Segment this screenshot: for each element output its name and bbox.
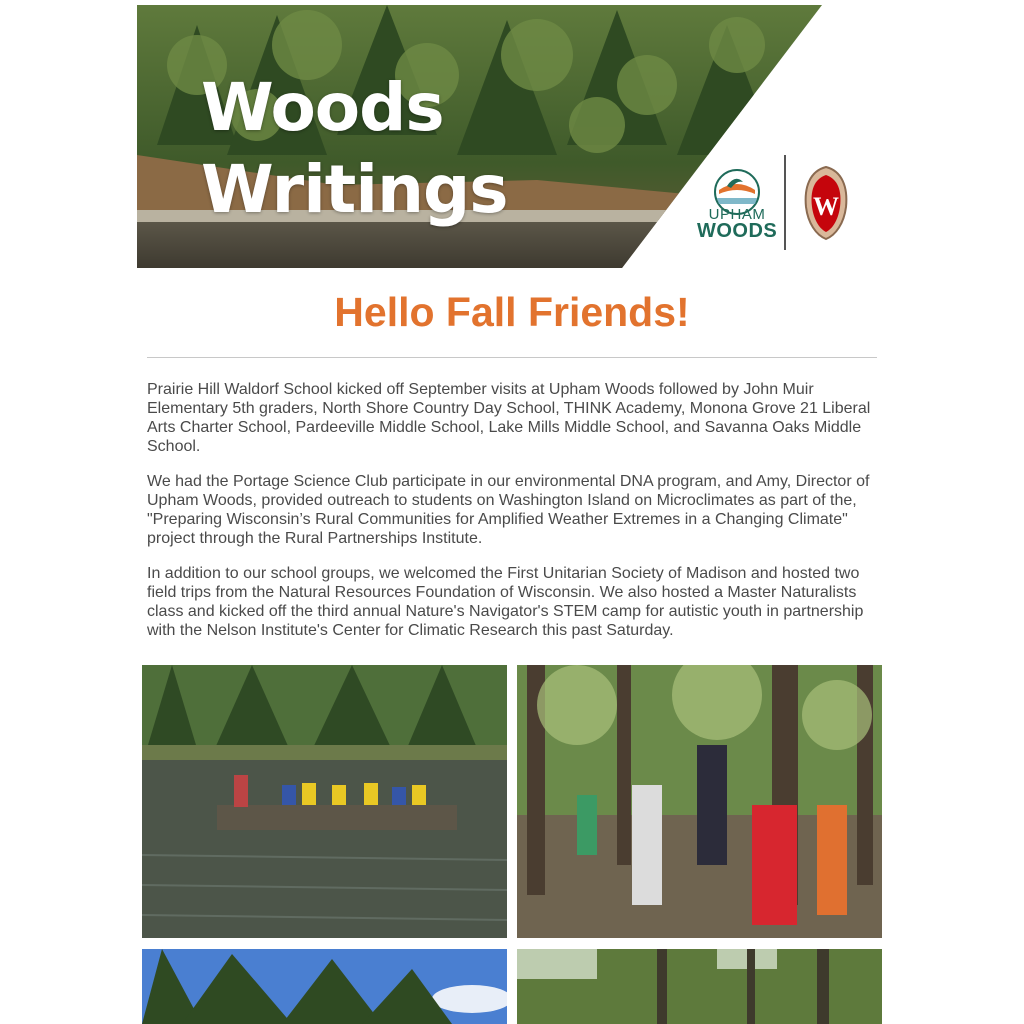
upham-woods-logo-text [697, 206, 777, 240]
logo-text-upham: UPHAM [708, 206, 766, 223]
uw-crest-icon [802, 165, 850, 241]
divider-line [147, 357, 877, 358]
newsletter-title [201, 67, 508, 231]
crest-letter: W [813, 192, 839, 221]
raft-photo-image [142, 665, 507, 938]
photo-raft-on-lake [142, 665, 507, 938]
photo-sky-trees [142, 949, 507, 1024]
sky-trees-photo-image [142, 949, 507, 1024]
paragraph-1: Prairie Hill Waldorf School kicked off September visits at Upham Woods followed by John Muir Elementary 5th graders, North Shore Country Day School, THINK Academy, Monona Grove 21 Liberal Arts Charter School, Pardeeville Middle School, Lake Mills Middle School, and Savanna Oaks Middle School. [147, 381, 871, 455]
article-body [147, 380, 877, 656]
paragraph-3: In addition to our school groups, we welcomed the First Unitarian Society of Madison and hosted two field trips from the Natural Resources Foundation of Wisconsin. We also hosted a Master Naturalists class and kicked off the third annual Nature's Navigator's STEM camp for autistic youth in partnership with the Nelson Institute's Center for Climatic Research this past Saturday. [147, 565, 864, 639]
photo-forest-trail [517, 949, 882, 1024]
title-line-1: Woods [201, 69, 444, 146]
paragraph-2: We had the Portage Science Club participate in our environmental DNA program, and Amy, Director of Upham Woods, provided outreach to students on Washington Island on Microclimates as part of the, "Preparing Wisconsin’s Rural Communities for Amplified Weather Extremes in a Changing Climate" project through the Rural Partnerships Institute. [147, 473, 870, 547]
page-heading: Hello Fall Friends! [334, 289, 690, 335]
logo-text-woods: WOODS [697, 220, 778, 242]
logo-area [697, 150, 857, 250]
logo-divider [784, 155, 786, 250]
header-banner [137, 5, 887, 268]
forest-group-photo-image [517, 665, 882, 938]
forest-trail-photo-image [517, 949, 882, 1024]
title-line-2: Writings [201, 151, 508, 228]
photo-students-in-forest [517, 665, 882, 938]
